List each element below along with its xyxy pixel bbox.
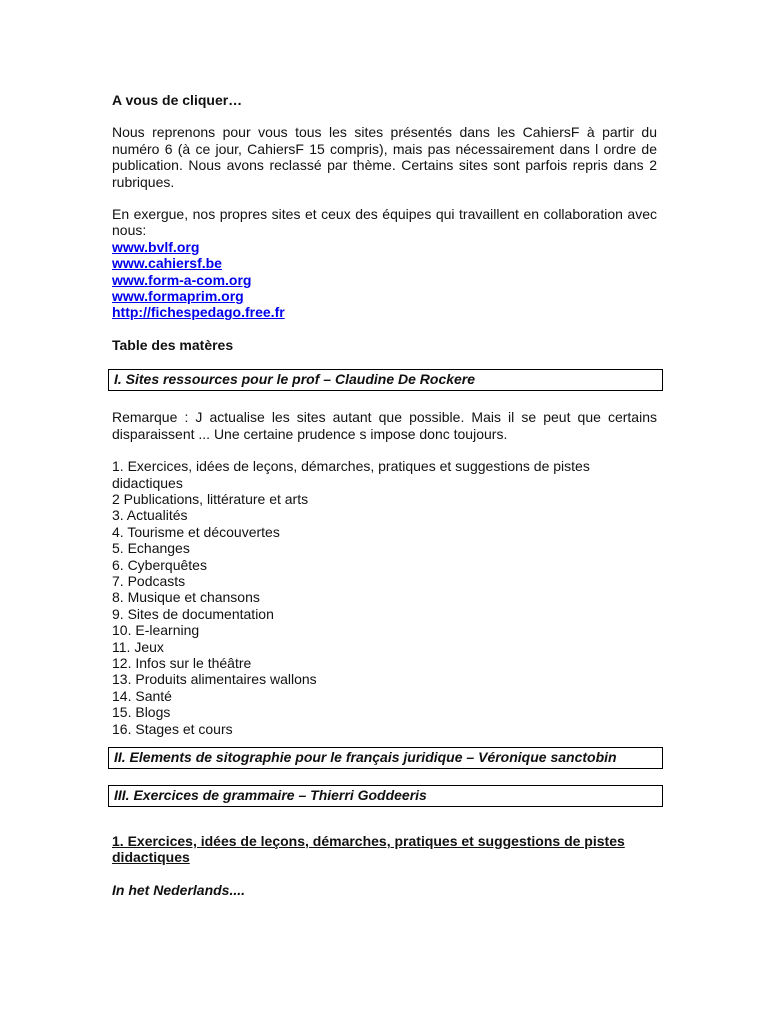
toc-section-3-box — [108, 785, 663, 807]
section-2-separator: – — [462, 749, 479, 765]
toc-item: 16. Stages et cours — [112, 720, 233, 737]
link-fichespedago[interactable]: http://fichespedago.free.fr — [112, 304, 285, 321]
document-page — [112, 92, 657, 898]
toc-item: 13. Produits alimentaires wallons — [112, 671, 317, 688]
section-3-author: Thierri Goddeeris — [310, 787, 427, 803]
toc-item: 12. Infos sur le théâtre — [112, 654, 252, 671]
link-formaprim[interactable]: www.formaprim.org — [112, 288, 244, 305]
section-2-author: Véronique sanctobin — [478, 749, 617, 765]
toc-title: Table des matères — [112, 336, 234, 353]
toc-item: 3. Actualités — [112, 507, 188, 524]
section-1-title: 1. Exercices, idées de leçons, démarches, pratiques et suggestions de pistes didactiques — [112, 833, 625, 866]
intro-title: A vous de cliquer… — [112, 92, 243, 108]
toc-item: 8. Musique et chansons — [112, 589, 260, 606]
link-cahiersf[interactable]: www.cahiersf.be — [112, 255, 222, 272]
section-1-separator: – — [319, 371, 335, 388]
remark-paragraph: Remarque : J actualise les sites autant que possible. Mais il se peut que certains disparaissent ... Une certaine prudence s impose donc toujours. — [112, 409, 657, 442]
language-subheading: In het Nederlands.... — [112, 881, 246, 898]
section-1-author: Claudine De Rockere — [334, 371, 476, 388]
toc-section-2-box — [108, 747, 663, 769]
toc-list — [112, 458, 657, 737]
toc-section-1-box — [108, 369, 663, 391]
toc-item: 1. Exercices, idées de leçons, démarches, pratiques et suggestions de pistes didactiques — [112, 458, 590, 491]
partners-paragraph: En exergue, nos propres sites et ceux des équipes qui travaillent en collaboration avec nous: — [112, 206, 657, 239]
toc-item: 14. Santé — [112, 687, 172, 704]
toc-item: 2 Publications, littérature et arts — [112, 490, 309, 507]
section-1-label: I. Sites ressources pour le prof — [114, 371, 320, 388]
toc-item: 6. Cyberquêtes — [112, 556, 207, 573]
toc-item: 9. Sites de documentation — [112, 605, 274, 622]
link-bvlf[interactable]: www.bvlf.org — [112, 238, 200, 255]
partner-links — [112, 239, 657, 321]
toc-item: 11. Jeux — [112, 638, 164, 655]
toc-item: 4. Tourisme et découvertes — [112, 523, 280, 540]
section-2-label: II. Elements de sitographie pour le français juridique — [114, 749, 463, 765]
intro-paragraph: Nous reprenons pour vous tous les sites présentés dans les CahiersF à partir du numéro 6 (à ce jour, CahiersF 15 compris), mais pas nécessairement dans l ordre de publication. Nous avons reclassé par thème. Certains sites sont parfois repris dans 2 rubriques. — [112, 124, 657, 190]
section-3-label: III. Exercices de grammaire — [114, 787, 295, 803]
toc-item: 7. Podcasts — [112, 572, 186, 589]
toc-item: 15. Blogs — [112, 704, 171, 721]
link-form-a-com[interactable]: www.form-a-com.org — [112, 271, 252, 288]
toc-item: 5. Echanges — [112, 540, 190, 557]
toc-item: 10. E-learning — [112, 622, 200, 639]
section-3-separator: – — [294, 787, 311, 803]
